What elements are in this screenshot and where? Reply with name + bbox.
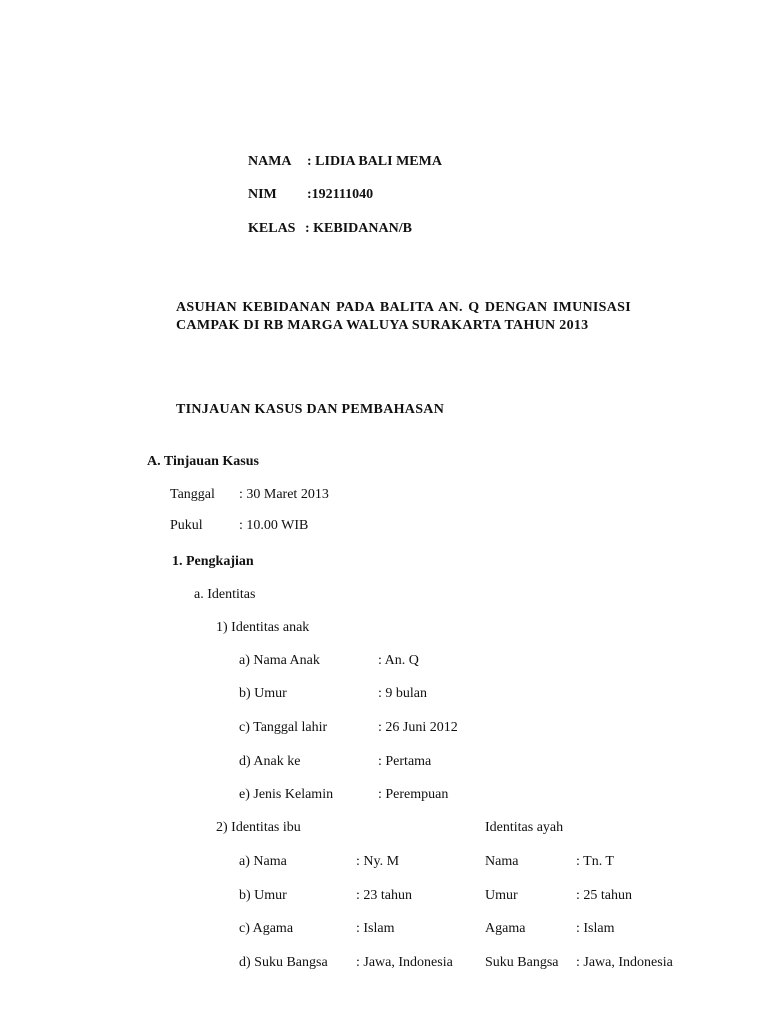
ibu-row-label: a) Nama [239, 854, 287, 869]
nim-value: :192111040 [307, 187, 374, 202]
ibu-row-label: d) Suku Bangsa [239, 955, 328, 970]
identitas-ibu-heading: 2) Identitas ibu [216, 820, 301, 835]
section-a-heading: A. Tinjauan Kasus [147, 454, 259, 469]
ayah-row-label: Agama [485, 921, 526, 936]
nim-label: NIM [248, 187, 277, 202]
kelas-label: KELAS [248, 221, 296, 236]
identitas-anak-heading: 1) Identitas anak [216, 620, 310, 635]
ayah-row-label: Nama [485, 854, 519, 869]
anak-row-label: a) Nama Anak [239, 653, 320, 668]
ayah-row-label: Suku Bangsa [485, 955, 559, 970]
ayah-row-label: Umur [485, 888, 518, 903]
ibu-row-value: : Jawa, Indonesia [356, 955, 453, 970]
anak-row-label: c) Tanggal lahir [239, 720, 328, 735]
ayah-row-value: : Tn. T [576, 854, 614, 869]
tanggal-label: Tanggal [170, 487, 215, 502]
tanggal-value: : 30 Maret 2013 [239, 487, 329, 502]
nama-label: NAMA [248, 154, 292, 169]
ayah-row-value: : Islam [576, 921, 615, 936]
anak-row-value: : Perempuan [378, 787, 449, 802]
pukul-value: : 10.00 WIB [239, 518, 309, 533]
ayah-row-value: : 25 tahun [576, 888, 632, 903]
document-title: ASUHAN KEBIDANAN PADA BALITA AN. Q DENGAN IMUNISASI CAMPAK DI RB MARGA WALUYA SURAKARTA TAHUN 2013 [176, 300, 631, 333]
pukul-label: Pukul [170, 518, 203, 533]
identitas-ayah-heading: Identitas ayah [485, 820, 564, 835]
anak-row-value: : 26 Juni 2012 [378, 720, 458, 735]
ibu-row-value: : Ny. M [356, 854, 400, 869]
anak-row-label: d) Anak ke [239, 754, 301, 769]
nama-value: : LIDIA BALI MEMA [307, 154, 442, 169]
ayah-row-value: : Jawa, Indonesia [576, 955, 673, 970]
ibu-row-label: c) Agama [239, 921, 294, 936]
anak-row-label: b) Umur [239, 686, 287, 701]
ibu-row-label: b) Umur [239, 888, 287, 903]
anak-row-value: : 9 bulan [378, 686, 427, 701]
identitas-heading: a. Identitas [194, 587, 256, 602]
pengkajian-heading: 1. Pengkajian [172, 554, 254, 569]
anak-row-value: : Pertama [378, 754, 432, 769]
ibu-row-value: : 23 tahun [356, 888, 412, 903]
kelas-value: : KEBIDANAN/B [305, 221, 412, 236]
section-subtitle: TINJAUAN KASUS DAN PEMBAHASAN [176, 402, 445, 417]
ibu-row-value: : Islam [356, 921, 395, 936]
anak-row-label: e) Jenis Kelamin [239, 787, 334, 802]
anak-row-value: : An. Q [378, 653, 419, 668]
